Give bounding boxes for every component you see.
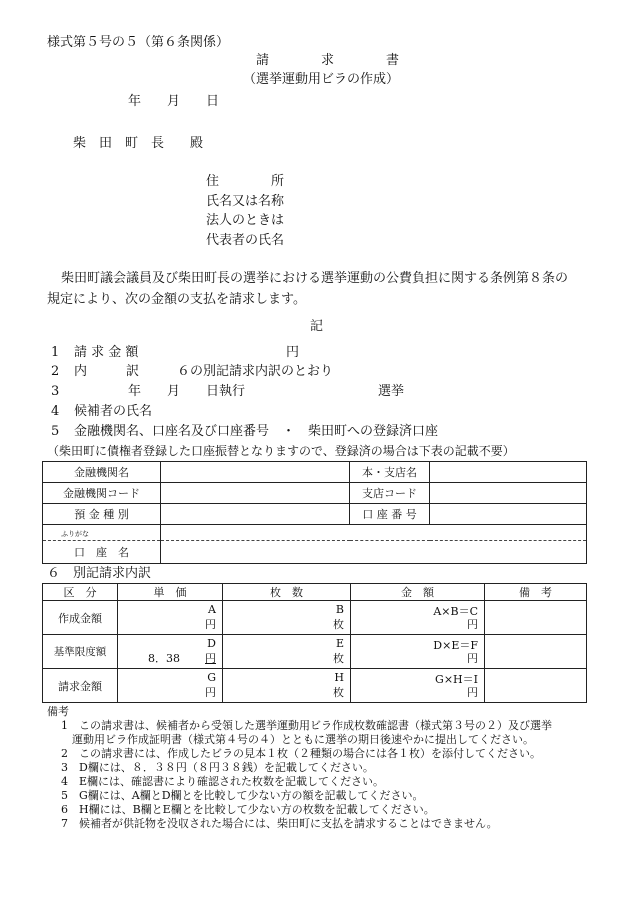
branch-code-field[interactable] bbox=[430, 483, 587, 504]
item-3-date: 年 月 日執行 bbox=[128, 384, 246, 399]
item-5-number: 5 bbox=[51, 424, 60, 439]
claimant-address-label: 住 所 bbox=[206, 174, 285, 189]
note-2: 2 この請求書には、作成したビラの見本１枚（２種類の場合には各１枚）を添付してください。 bbox=[61, 747, 541, 760]
item-3-number: 3 bbox=[51, 384, 60, 399]
table-row bbox=[43, 635, 587, 669]
count-unit: 枚 bbox=[333, 686, 344, 699]
furigana-field[interactable] bbox=[161, 525, 587, 541]
item-1-unit: 円 bbox=[286, 345, 300, 360]
claimant-corp-label: 法人のときは bbox=[206, 213, 285, 228]
amount-c-cell[interactable] bbox=[351, 601, 485, 635]
section-6-heading: ６ 別記請求内訳 bbox=[47, 566, 152, 581]
item-2-text: ６の別記請求内訳のとおり bbox=[177, 364, 334, 379]
account-number-field[interactable] bbox=[430, 504, 587, 525]
amount-formula: D×E＝F bbox=[433, 639, 478, 652]
item-2-label: 内 訳 bbox=[74, 364, 140, 379]
remarks-cell[interactable] bbox=[485, 601, 587, 635]
form-number: 様式第５号の５（第６条関係） bbox=[47, 35, 230, 50]
note-4: 4 E欄には、確認書により確認された枚数を記載してください。 bbox=[61, 775, 385, 788]
row-label-limit: 基準限度額 bbox=[43, 635, 118, 669]
note-3: 3 D欄には、８．３８円（８円３８銭）を記載してください。 bbox=[61, 761, 374, 774]
col-header-count: 枚 数 bbox=[223, 584, 351, 601]
amount-unit: 円 bbox=[467, 618, 478, 631]
deposit-type-field[interactable] bbox=[161, 504, 350, 525]
item-2-number: 2 bbox=[51, 364, 60, 379]
price-unit: 円 bbox=[205, 652, 216, 665]
count-unit: 枚 bbox=[333, 652, 344, 665]
table-row bbox=[43, 601, 587, 635]
note-1a: 1 この請求書は、候補者から受領した選挙運動用ビラ作成枚数確認書（様式第３号の２）及び選挙 bbox=[61, 719, 552, 732]
count-key: H bbox=[334, 671, 344, 684]
count-e-cell[interactable] bbox=[223, 635, 351, 669]
branch-name-field[interactable] bbox=[430, 462, 587, 483]
count-b-cell[interactable] bbox=[223, 601, 351, 635]
count-key: E bbox=[335, 637, 344, 650]
amount-f-cell[interactable] bbox=[351, 635, 485, 669]
intro-line-2: 規定により、次の金額の支払を請求します。 bbox=[47, 292, 306, 307]
item-4-label: 候補者の氏名 bbox=[74, 404, 153, 419]
claimant-rep-label: 代表者の氏名 bbox=[206, 233, 285, 248]
intro-line-1: 柴田町議会議員及び柴田町長の選挙における選挙運動の公費負担に関する条例第８条の bbox=[61, 271, 569, 286]
document-title: 請 求 書 bbox=[256, 53, 400, 68]
notes-heading: 備考 bbox=[47, 705, 69, 718]
claimant-name-label: 氏名又は名称 bbox=[206, 194, 285, 209]
bank-code-field[interactable] bbox=[161, 483, 350, 504]
date-line: 年 月 日 bbox=[128, 94, 220, 109]
claim-breakdown-table bbox=[42, 583, 587, 703]
remarks-cell[interactable] bbox=[485, 669, 587, 703]
item-1-label: 請 求 金 額 bbox=[74, 345, 139, 360]
amount-formula: G×H＝I bbox=[435, 673, 478, 686]
amount-unit: 円 bbox=[467, 686, 478, 699]
item-1-number: 1 bbox=[51, 345, 60, 360]
price-key: D bbox=[207, 637, 216, 650]
bank-code-label: 金融機関コード bbox=[43, 483, 161, 504]
amount-formula: A×B＝C bbox=[433, 605, 478, 618]
branch-name-label: 本・支店名 bbox=[350, 462, 430, 483]
account-name-field[interactable] bbox=[161, 541, 587, 564]
note-7: 7 候補者が供託物を没収された場合には、柴田町に支払を請求することはできません。 bbox=[61, 817, 498, 830]
col-header-remarks: 備 考 bbox=[485, 584, 587, 601]
count-key: B bbox=[335, 603, 344, 616]
col-header-category: 区 分 bbox=[43, 584, 118, 601]
note-5: 5 G欄には、A欄とD欄とを比較して少ない方の額を記載してください。 bbox=[61, 789, 424, 802]
document-subtitle: （選挙運動用ビラの作成） bbox=[243, 72, 400, 87]
price-d-cell bbox=[118, 635, 223, 669]
ki-heading: 記 bbox=[310, 319, 324, 334]
row-label-claim: 請求金額 bbox=[43, 669, 118, 703]
amount-i-cell[interactable] bbox=[351, 669, 485, 703]
col-header-amount: 金 額 bbox=[351, 584, 485, 601]
price-g-cell[interactable] bbox=[118, 669, 223, 703]
addressee: 柴 田 町 長 殿 bbox=[73, 136, 204, 151]
deposit-type-label: 預 金 種 別 bbox=[43, 504, 161, 525]
bank-name-field[interactable] bbox=[161, 462, 350, 483]
count-h-cell[interactable] bbox=[223, 669, 351, 703]
bank-name-label: 金融機関名 bbox=[43, 462, 161, 483]
account-number-label: 口 座 番 号 bbox=[350, 504, 430, 525]
table-row bbox=[43, 669, 587, 703]
note-1b: 運動用ビラ作成証明書（様式第４号の４）とともに選挙の期日後速やかに提出してください。 bbox=[72, 733, 534, 746]
price-key: G bbox=[207, 671, 216, 684]
note-6: 6 H欄には、B欄とE欄とを比較して少ない方の枚数を記載してください。 bbox=[61, 803, 435, 816]
row-label-production: 作成金額 bbox=[43, 601, 118, 635]
bank-account-table bbox=[42, 461, 587, 564]
furigana-label-cell bbox=[43, 525, 161, 541]
remarks-cell[interactable] bbox=[485, 635, 587, 669]
item-5-label: 金融機関名、口座名及び口座番号 ・ 柴田町への登録済口座 bbox=[74, 424, 439, 439]
branch-code-label: 支店コード bbox=[350, 483, 430, 504]
price-unit: 円 bbox=[205, 618, 216, 631]
furigana-label: ふりがな bbox=[61, 530, 89, 538]
count-unit: 枚 bbox=[333, 618, 344, 631]
price-a-cell[interactable] bbox=[118, 601, 223, 635]
item-4-number: 4 bbox=[51, 404, 60, 419]
price-key: A bbox=[208, 603, 216, 616]
item-3-election: 選挙 bbox=[378, 384, 405, 399]
amount-unit: 円 bbox=[467, 652, 478, 665]
item-5-note: （柴田町に債権者登録した口座振替となりますので、登録済の場合は下表の記載不要） bbox=[47, 444, 515, 458]
account-name-label: 口 座 名 bbox=[43, 541, 161, 564]
col-header-unit-price: 単 価 bbox=[118, 584, 223, 601]
price-value: 8．38 bbox=[148, 652, 180, 665]
price-unit: 円 bbox=[205, 686, 216, 699]
